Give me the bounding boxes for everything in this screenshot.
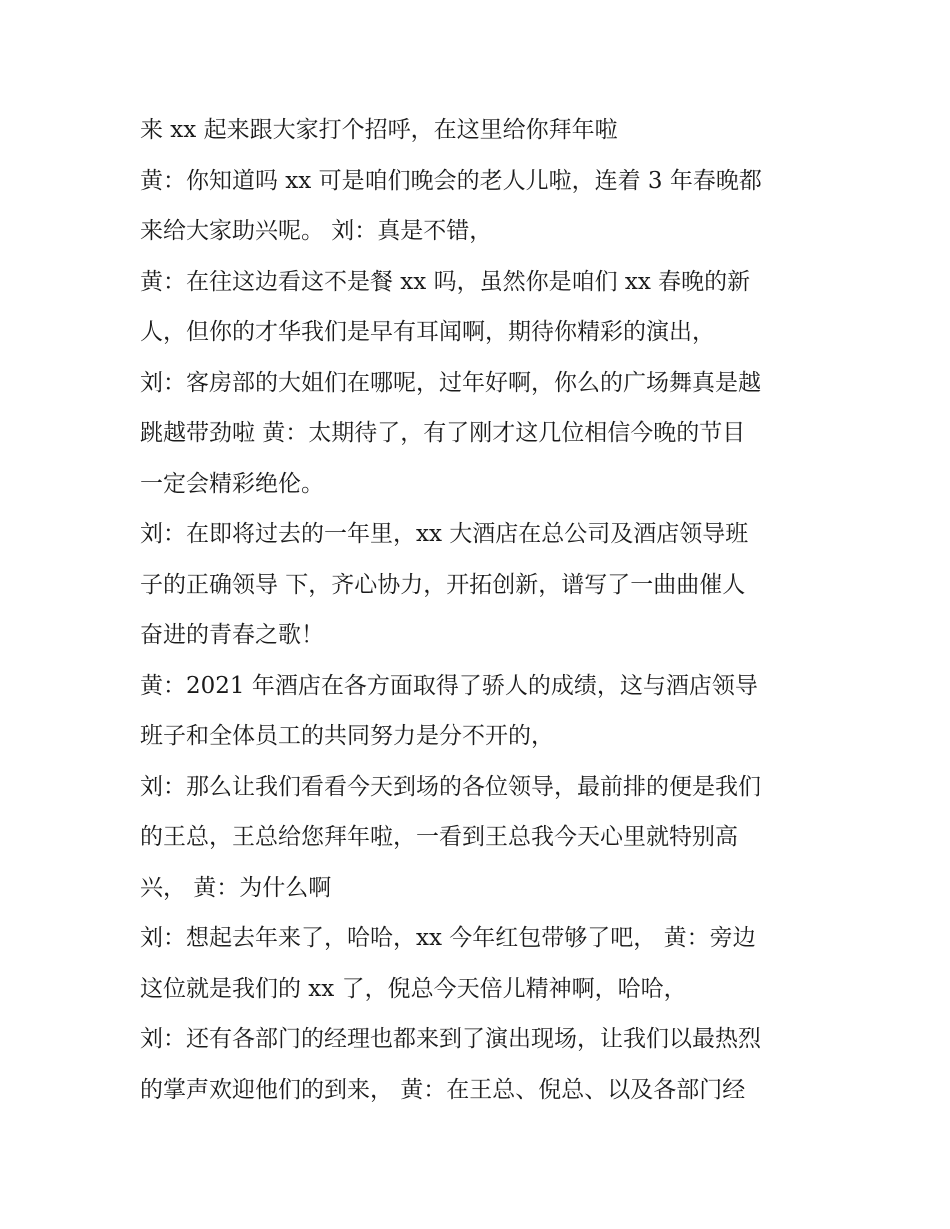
text-line: 黄：2021 年酒店在各方面取得了骄人的成绩，这与酒店领导: [140, 673, 758, 699]
text-line: 这位就是我们的 xx 了，倪总今天倍儿精神啊，哈哈，: [140, 976, 687, 1002]
text-line: 人，但你的才华我们是早有耳闻啊，期待你精彩的演出，: [140, 319, 715, 345]
text-line: 刘：想起去年来了，哈哈，xx 今年红包带够了吧， 黄：旁边: [140, 925, 756, 951]
text-line: 一定会精彩绝伦。: [140, 471, 324, 497]
text-line: 刘：在即将过去的一年里，xx 大酒店在总公司及酒店领导班: [140, 521, 749, 547]
text-line: 子的正确领导 下，齐心协力，开拓创新，谱写了一曲曲催人: [140, 572, 746, 598]
text-line: 刘：那么让我们看看今天到场的各位领导，最前排的便是我们: [140, 774, 761, 800]
text-line: 来 xx 起来跟大家打个招呼，在这里给你拜年啦: [140, 117, 618, 143]
text-line: 班子和全体员工的共同努力是分不开的，: [140, 723, 554, 749]
text-line: 刘：还有各部门的经理也都来到了演出现场，让我们以最热烈: [140, 1026, 761, 1052]
text-line: 跳越带劲啦 黄：太期待了，有了刚才这几位相信今晚的节目: [140, 420, 746, 446]
text-line: 兴， 黄：为什么啊: [140, 875, 332, 901]
text-line: 黄：你知道吗 xx 可是咱们晚会的老人儿啦，连着 3 年春晚都: [140, 168, 762, 194]
text-line: 的王总，王总给您拜年啦，一看到王总我今天心里就特别高: [140, 824, 738, 850]
text-line: 的掌声欢迎他们的到来， 黄：在王总、倪总、以及各部门经: [140, 1077, 746, 1103]
text-line: 来给大家助兴呢。 刘：真是不错，: [140, 218, 493, 244]
text-line: 刘：客房部的大姐们在哪呢，过年好啊，你么的广场舞真是越: [140, 370, 761, 396]
text-line: 黄：在往这边看这不是餐 xx 吗，虽然你是咱们 xx 春晚的新: [140, 269, 751, 295]
text-line: 奋进的青春之歌！: [140, 622, 324, 648]
